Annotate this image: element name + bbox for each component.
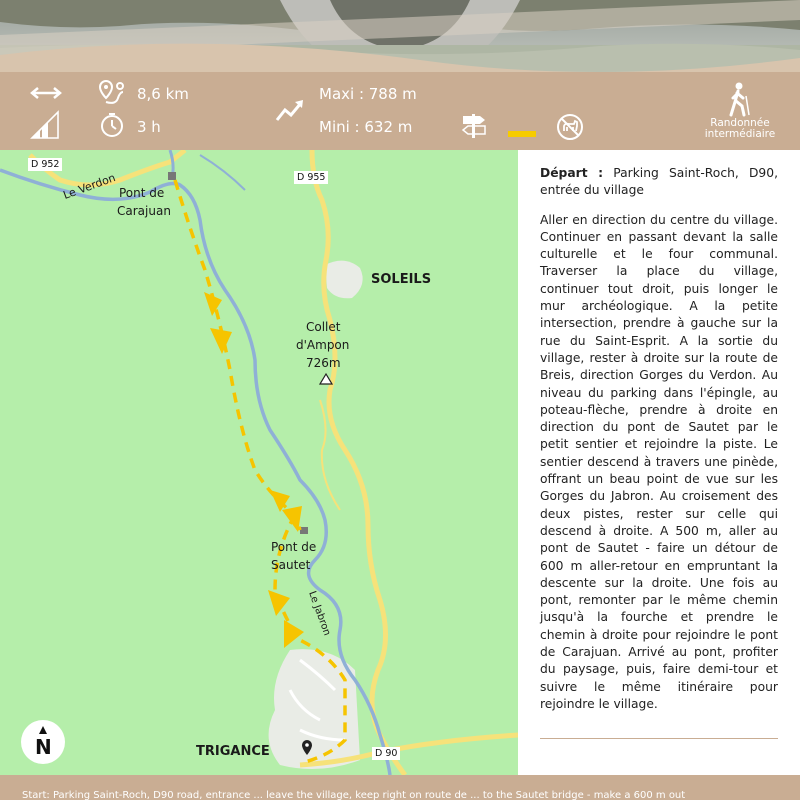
river-label-verdon: Le Verdon — [61, 171, 118, 202]
route-info-bar — [0, 72, 800, 150]
collet-label-3: 726m — [306, 356, 341, 370]
description-body: Aller en direction du centre du village. Continuer en passant devant la salle culturelle et le four communal. Traverser la place du village, continuer tout droit, puis longer le mur archéologique. A la petite intersection, prendre à gauche sur la rue du Saint-Esprit. A la sortie du village, rester à droite sur la route de Breis, direction Gorges du Verdon. Au niveau du parking dans l'épingle, au poteau-flèche, prendre à droite en direction du pont de Sautet par le petit sentier et rejoindre la piste. Le sentier descend à travers une pinède, offrant un beau point de vue sur les Gorges du Jabron. Au croisement des deux pistes, rester sur celle qui descend à droite. A 500 m, aller au pont de Sautet - faire un détour de 600 m aller-retour en empruntant la descente sur la droite. Une fois au pont, remonter par le même chemin jusqu'à la fourche et prendre le chemin à droite pour rejoindre le pont de Carajuan. Arrivé au pont, profiter du paysage, puis, faire demi-tour et suivre le même itinéraire pour rejoindre le village. — [540, 212, 778, 711]
yellow-trail-marker-icon — [508, 124, 536, 143]
distance-value: 8,6 km — [137, 85, 189, 103]
difficulty-level-line1: Randonnée — [710, 117, 770, 129]
route-arrow-icon — [284, 620, 304, 648]
map-canvas — [0, 150, 518, 775]
altitude-min: Mini : 632 m — [319, 118, 413, 136]
route-arrow-icon — [270, 490, 290, 512]
north-compass — [21, 720, 65, 764]
river-label-jabron: Le Jabron — [306, 589, 333, 638]
route-arrow-icon — [268, 590, 290, 616]
route-map — [0, 150, 518, 775]
route-arrow-icon — [210, 328, 232, 354]
map-pin-route-icon — [96, 78, 126, 112]
footer-text: Start: Parking Saint-Roch, D90 road, entrance ... leave the village, keep right on route de ... to the Sautet bridge - make a 600 m out — [22, 790, 686, 801]
pont-sautet-bridge — [300, 527, 308, 534]
stopwatch-icon — [99, 112, 125, 142]
summit-icon — [320, 374, 332, 384]
start-text: Parking Saint-Roch, D90, entrée du village — [540, 166, 778, 198]
road-label-d955: D 955 — [294, 171, 328, 184]
trigance-label: TRIGANCE — [196, 744, 270, 759]
footer-bar — [0, 775, 800, 800]
header-photo — [0, 0, 800, 80]
road-label-d952: D 952 — [28, 158, 62, 171]
pont-sautet-label-2: Sautet — [271, 558, 311, 572]
signpost-icon — [460, 112, 488, 144]
duration-value: 3 h — [137, 118, 161, 136]
collet-label-2: d'Ampon — [296, 338, 350, 352]
north-label: N — [35, 735, 52, 759]
pont-carajuan-label-1: Pont de — [119, 186, 165, 200]
elevation-trend-icon — [275, 98, 305, 128]
no-dogs-icon — [556, 113, 584, 145]
hiker-icon — [725, 82, 753, 122]
route-description — [540, 165, 778, 725]
road-label-d90: D 90 — [372, 747, 400, 760]
pont-carajuan-bridge — [168, 172, 176, 180]
soleils-village-area — [325, 261, 363, 299]
collet-label-1: Collet — [306, 320, 341, 334]
stream — [200, 155, 245, 190]
altitude-max: Maxi : 788 m — [319, 85, 417, 103]
pont-sautet-label-1: Pont de — [271, 540, 317, 554]
pont-carajuan-label-2: Carajuan — [117, 204, 171, 218]
distance-arrows-icon — [30, 85, 62, 104]
difficulty-bars-icon — [30, 110, 60, 144]
difficulty-level-line2: intermédiaire — [704, 128, 776, 140]
description-divider — [540, 738, 778, 739]
start-paragraph — [540, 165, 778, 200]
soleils-label: SOLEILS — [371, 272, 432, 287]
start-label: Départ : — [540, 166, 604, 180]
